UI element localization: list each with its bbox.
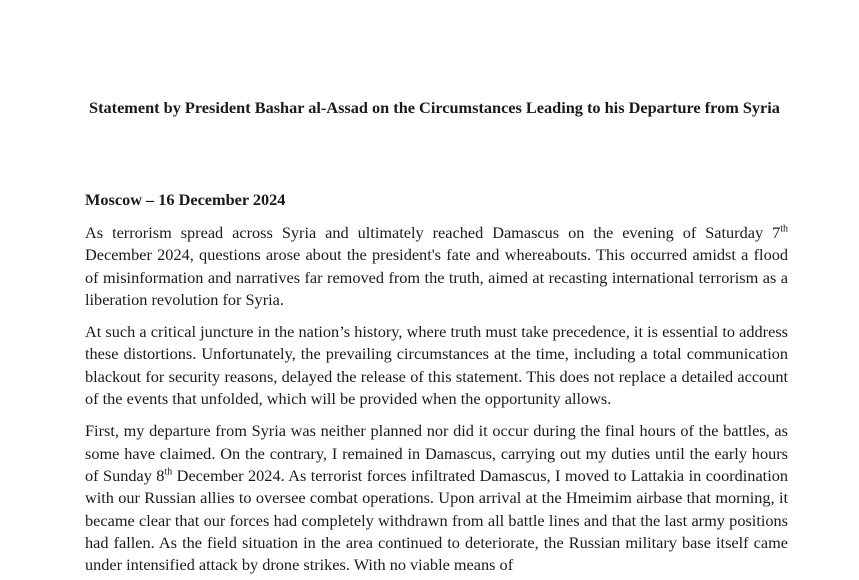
document-title: Statement by President Bashar al-Assad on the Circumstances Leading to his Departure from Syria bbox=[89, 98, 780, 117]
paragraph-3-text-b: December 2024. As terrorist forces infiltrated Damascus, I moved to Lattakia in coordination with our Russian allies to oversee combat operations. Upon arrival at the Hmeimim airbase that morning, it became clear that our forces had completely withdrawn from all battle lines and that the last army positions had fallen. As the field situation in the area continued to deteriorate, the Russian military base itself came under intensified attack by drone strikes. With no viable means of bbox=[85, 465, 788, 575]
paragraph-3 bbox=[85, 420, 788, 576]
dateline: Moscow – 16 December 2024 bbox=[85, 190, 286, 209]
paragraph-1-text-b: December 2024, questions arose about the president's fate and whereabouts. This occurred amidst a flood of misinformation and narratives far removed from the truth, aimed at recasting international terrorism as a liberation revolution for Syria. bbox=[85, 245, 788, 309]
ordinal-suffix: th bbox=[780, 223, 788, 235]
document-body bbox=[85, 222, 788, 580]
paragraph-1 bbox=[85, 222, 788, 311]
paragraph-2 bbox=[85, 321, 788, 410]
ordinal-suffix: th bbox=[164, 466, 173, 478]
paragraph-1-text-a: As terrorism spread across Syria and ultimately reached Damascus on the evening of Saturday 7 bbox=[85, 223, 781, 242]
paragraph-3-text-a: First, my departure from Syria was neither planned nor did it occur during the final hours of the battles, as some have claimed. On the contrary, I remained in Damascus, carrying out my duties until the early hours of Sunday 8 bbox=[85, 421, 788, 485]
paragraph-2-text: At such a critical juncture in the nation’s history, where truth must take precedence, it is essential to address these distortions. Unfortunately, the prevailing circumstances at the time, including a total communication blackout for security reasons, delayed the release of this statement. This does not replace a detailed account of the events that unfolded, which will be provided when the opportunity allows. bbox=[85, 322, 788, 409]
